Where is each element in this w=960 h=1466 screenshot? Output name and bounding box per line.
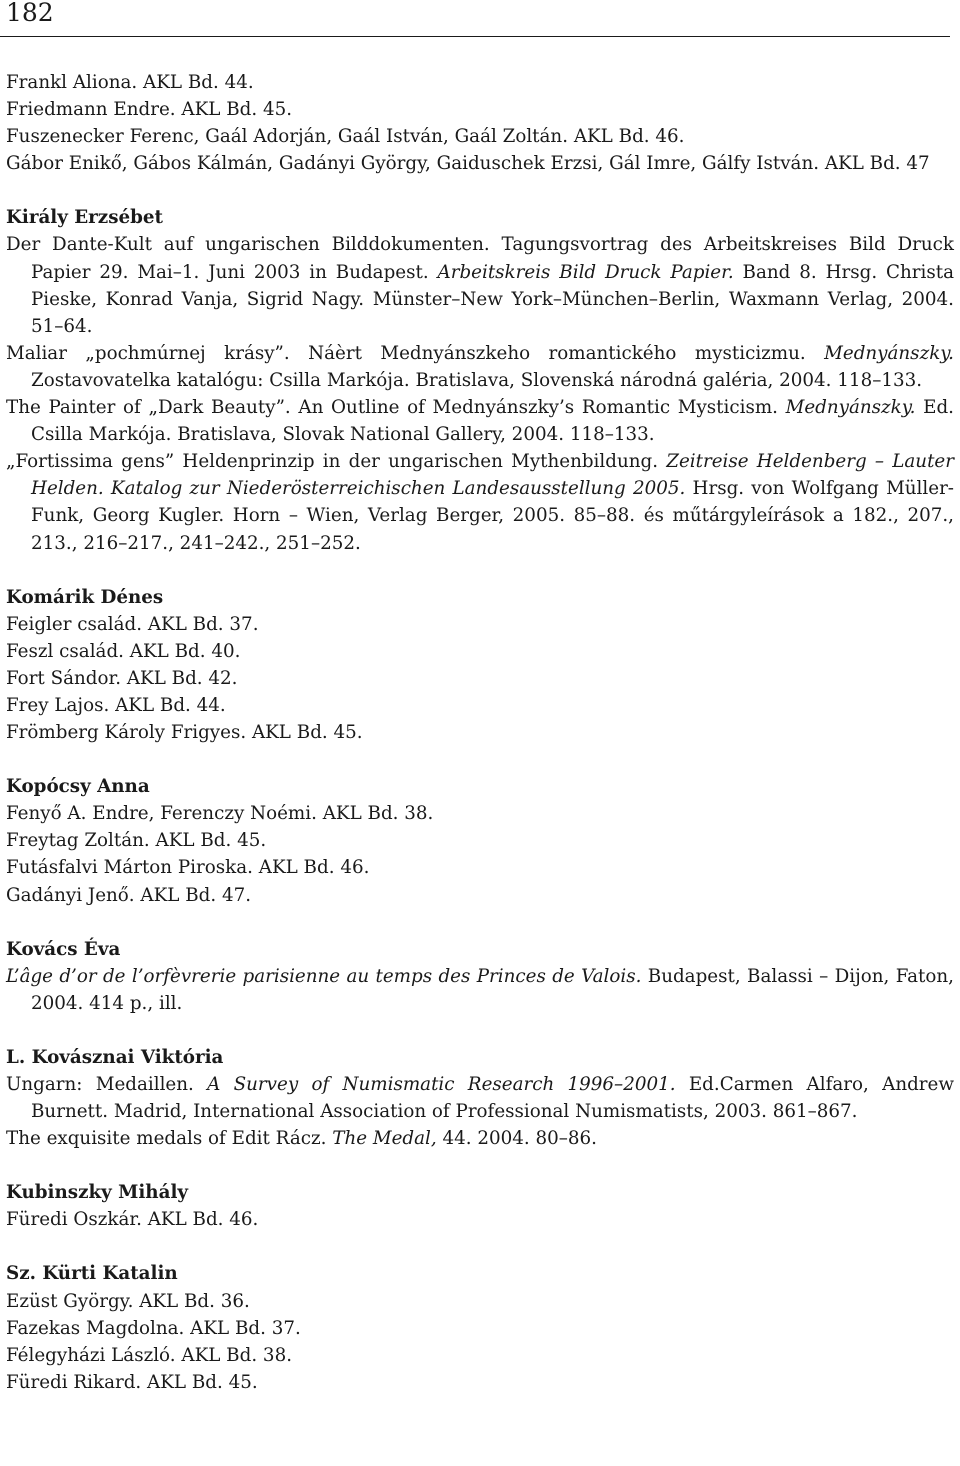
- entry-title-italic: The Medal,: [332, 1128, 437, 1150]
- entry-text: Hrsg. von Wolfgang Müller-Funk, Georg Kugler. Horn – Wien, Verlag Berger, 2005. 85–88. és műtárgyleírások a 182., 207., 213., 216–217., 241–242., 251–252.: [31, 478, 954, 554]
- entry-text: Fuszenecker Ferenc, Gaál Adorján, Gaál István, Gaál Zoltán. AKL Bd. 46.: [6, 126, 685, 148]
- entry-title-italic: A Survey of Numismatic Research 1996–2001.: [207, 1074, 676, 1095]
- bibliography-entry: [6, 665, 954, 692]
- author-heading: Komárik Dénes: [6, 586, 164, 608]
- bibliography-entry: [6, 1315, 954, 1342]
- entry-text: „Fortissima gens” Heldenprinzip in der ungarischen Mythenbildung.: [6, 451, 667, 473]
- author-heading: Király Erzsébet: [6, 207, 163, 229]
- bibliography-entry: [6, 638, 954, 665]
- entry-text: Futásfalvi Márton Piroska. AKL Bd. 46.: [6, 857, 370, 879]
- bibliography-entry: [6, 1369, 954, 1396]
- entry-text: Zostavovatelka katalógu: Csilla Markója. Bratislava, Slovenská národná galéria, 2004. 118–133.: [31, 369, 923, 391]
- page-number: 182: [6, 0, 54, 27]
- author-section: [6, 204, 954, 556]
- bibliography-entry: [6, 882, 954, 909]
- author-section: [6, 584, 954, 747]
- entry-text: Feigler család. AKL Bd. 37.: [6, 613, 259, 635]
- bibliography-entry: [6, 340, 954, 394]
- bibliography-entry: [6, 96, 954, 123]
- bibliography-entry: [6, 1342, 954, 1369]
- author-heading: Sz. Kürti Katalin: [6, 1263, 178, 1285]
- entry-text: 44. 2004. 80–86.: [436, 1128, 597, 1150]
- entry-text: Ungarn: Medaillen.: [6, 1074, 208, 1095]
- entry-text: Frömberg Károly Frigyes. AKL Bd. 45.: [6, 722, 363, 744]
- entry-title-italic: L’âge d’or de l’orfèvrerie parisienne au temps des Princes de Valois.: [6, 965, 642, 987]
- author-heading: L. Kovásznai Viktória: [6, 1046, 224, 1068]
- entry-text: Gábor Enikő, Gábos Kálmán, Gadányi György, Gaiduschek Erzsi, Gál Imre, Gálfy István. AKL Bd. 47: [6, 153, 930, 175]
- entry-text: Freytag Zoltán. AKL Bd. 45.: [6, 830, 267, 852]
- entry-text: Budapest, Balassi – Dijon, Faton, 2004. 414 p., ill.: [31, 965, 954, 1014]
- bibliography-entry: [6, 1206, 954, 1233]
- header-rule: [0, 36, 950, 37]
- bibliography-entry: [6, 963, 954, 1017]
- author-section: [6, 1260, 954, 1395]
- bibliography-entry: [6, 448, 954, 556]
- bibliography-entry: [6, 611, 954, 638]
- author-heading: Kovács Éva: [6, 938, 121, 960]
- author-section: [6, 1044, 954, 1152]
- entry-title-italic: Mednyánszky.: [824, 342, 954, 364]
- entry-text: Gadányi Jenő. AKL Bd. 47.: [6, 884, 252, 906]
- author-section: [6, 1179, 954, 1233]
- entry-text: Band 8. Hrsg. Christa Pieske, Konrad Vanja, Sigrid Nagy. Münster–New York–München–Berlin, Waxmann Verlag, 2004. 51–64.: [31, 261, 954, 337]
- author-section: [6, 69, 954, 177]
- author-section: [6, 773, 954, 908]
- bibliography-entry: [6, 1125, 954, 1152]
- author-heading: Kubinszky Mihály: [6, 1182, 189, 1204]
- entry-text: Fazekas Magdolna. AKL Bd. 37.: [6, 1317, 301, 1339]
- bibliography-entry: [6, 150, 954, 177]
- author-section: [6, 936, 954, 1017]
- bibliography-entry: [6, 231, 954, 339]
- entry-text: Füredi Oszkár. AKL Bd. 46.: [6, 1209, 259, 1231]
- entry-text: Füredi Rikard. AKL Bd. 45.: [6, 1371, 258, 1393]
- author-heading: Kopócsy Anna: [6, 776, 150, 798]
- entry-title-italic: Arbeitskreis Bild Druck Papier.: [437, 261, 734, 283]
- bibliography-entry: [6, 123, 954, 150]
- bibliography-entry: [6, 827, 954, 854]
- entry-text: The Painter of „Dark Beauty”. An Outline of Mednyánszky’s Romantic Mysticism.: [6, 397, 786, 419]
- entry-title-italic: Mednyánszky.: [785, 397, 916, 419]
- entry-text: Friedmann Endre. AKL Bd. 45.: [6, 99, 293, 121]
- bibliography-entry: [6, 69, 954, 96]
- bibliography-entry: [6, 800, 954, 827]
- entry-title-italic: Zeitreise Heldenberg – Lauter Helden. Katalog zur Niederösterreichischen Landesausstellung 2005.: [31, 451, 954, 500]
- bibliography-entry: [6, 394, 954, 448]
- entry-text: Ed.Carmen Alfaro, Andrew Burnett. Madrid, International Association of Professional Numismatists, 2003. 861–867.: [31, 1074, 954, 1123]
- bibliography-entry: [6, 854, 954, 881]
- entry-text: Feszl család. AKL Bd. 40.: [6, 640, 241, 662]
- bibliography-entry: [6, 1071, 954, 1125]
- bibliography-list: [6, 69, 954, 1396]
- entry-text: Maliar „pochmúrnej krásy”. Náèrt Mednyánszkeho romantického mysticizmu.: [6, 342, 825, 364]
- entry-text: Félegyházi László. AKL Bd. 38.: [6, 1344, 293, 1366]
- entry-text: Frankl Aliona. AKL Bd. 44.: [6, 72, 254, 93]
- entry-text: Der Dante-Kult auf ungarischen Bilddokumenten. Tagungsvortrag des Arbeitskreises Bild Druck Papier 29. Mai–1. Juni 2003 in Budapest.: [6, 234, 954, 283]
- entry-text: Ezüst György. AKL Bd. 36.: [6, 1290, 250, 1312]
- bibliography-entry: [6, 1288, 954, 1315]
- entry-text: Frey Lajos. AKL Bd. 44.: [6, 694, 226, 716]
- entry-text: Ed. Csilla Markója. Bratislava, Slovak National Gallery, 2004. 118–133.: [31, 397, 954, 446]
- bibliography-entry: [6, 719, 954, 746]
- bibliography-entry: [6, 692, 954, 719]
- entry-text: Fort Sándor. AKL Bd. 42.: [6, 667, 238, 689]
- entry-text: The exquisite medals of Edit Rácz.: [6, 1128, 333, 1150]
- entry-text: Fenyő A. Endre, Ferenczy Noémi. AKL Bd. 38.: [6, 803, 434, 825]
